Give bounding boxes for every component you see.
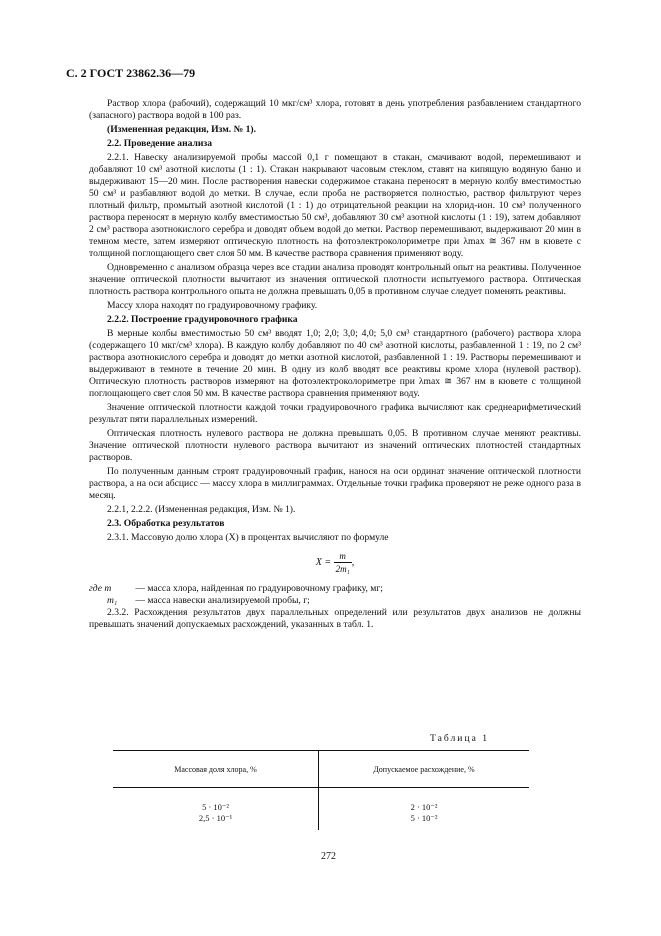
document-body [89,98,581,633]
paragraph: Оптическая плотность нулевого раствора не должна превышать 0,05. В противном случае меняют реактивы. Значение оптической плотности нулевого раствора вычитают из значений оптических плотностей стандартных растворов. [89,428,581,463]
amendment-note: (Измененная редакция, Изм. № 1). [107,124,257,135]
formula-numerator: m [334,550,352,563]
table-header-cell: Массовая доля хлора, % [113,751,319,787]
section-heading: 2.2.2. Построение градуировочного графика [107,314,298,325]
table-header-cell: Допускаемое расхождение, % [373,764,475,774]
formula-denominator: 2m₁ [335,564,350,574]
definition-symbol: где m [89,583,112,594]
formula-fraction [334,550,352,575]
table-column-1 [113,788,319,830]
definition-text: — масса навески анализируемой пробы, г; [135,595,310,606]
table-caption: Таблица 1 [430,733,490,744]
formula [89,550,581,575]
paragraph: По полученным данным строят градуировочный график, нанося на оси ординат значение оптической плотности раствора, а на оси абсцисс — массу хлора в миллиграммах. Отдельные точки графика проверяют не реже одного раза в месяц. [89,466,581,501]
definition-text: — масса хлора, найденная по градуировочному графику, мг; [135,583,383,594]
paragraph: 2.3.1. Массовую долю хлора (X) в процентах вычисляют по формуле [107,532,389,543]
paragraph: 2.2.1. Навеску анализируемой пробы массой 0,1 г помещают в стакан, смачивают водой, перемешивают и добавляют 10 см³ азотной кислоты (1 : 1). Стакан накрывают часовым стеклом, ставят на кипящую водяную баню и выдерживают 15—20 мин. После растворения навески содержимое стакана переносят в мерную колбу вместимостью 50 см³ и разбавляют водой до метки. В случае, если проба не растворяется полностью, раствор фильтруют через плотный фильтр, промытый азотной кислотой (1 : 1) до отрицательной реакции на хлорид-ион. 10 см³ полученного раствора переносят в мерную колбу вместимостью 50 см³, добавляют 30 см³ азотной кислоты (1 : 19), затем добавляют 2 см³ раствора азотнокислого серебра и доводят объем водой до метки. Раствор перемешивают, выдерживают 20 мин в темном месте, затем измеряют оптическую плотность на фотоэлектроколориметре при λmax ≅ 367 нм в кювете с толщиной поглощающего свет слоя 50 мм. В качестве раствора сравнения применяют воду. [89,152,581,259]
section-heading: 2.3. Обработка результатов [107,518,225,529]
formula-lhs: X = [315,556,332,568]
paragraph: Одновременно с анализом образца через все стадии анализа проводят контрольный опыт на реактивы. Полученное значение оптической плотности вычитают из значения оптической плотности испытуемого раствора. Оптическая плотность раствора контрольного опыта не должна превышать 0,05 в противном случае следует поменять реактивы. [89,262,581,297]
definition-line [89,595,581,607]
table-cell: 2 · 10⁻² [410,802,438,812]
formula-tail: , [351,556,355,568]
page-number: 272 [321,851,336,862]
paragraph: Раствор хлора (рабочий), содержащий 10 мкг/см³ хлора, готовят в день употребления разбавлением стандартного (запасного) раствора водой в 100 раз. [89,98,581,121]
definition-symbol: m₁ [107,595,118,606]
paragraph: В мерные колбы вместимостью 50 см³ вводят 1,0; 2,0; 3,0; 4,0; 5,0 см³ стандартного (рабочего) раствора хлора (содержащего 10 мкг/см³ хлора). В каждую колбу добавляют по 40 см³ азотной кислоты, разбавленной 1 : 19, по 2 см³ раствора азотнокислого серебра и доводят до метки азотной кислотой, разбавленной 1 : 19. Растворы перемешивают и выдерживают в темноте в течение 20 мин. В одну из колб вводят все реактивы кроме хлора (нулевой раствор). Оптическую плотность растворов измеряют на фотоэлектроколориметре при λmax ≅ 367 нм в кювете с толщиной поглощающего свет слоя 50 мм. В качестве раствора сравнения применяют воду. [89,328,581,399]
paragraph: Массу хлора находят по градуировочному графику. [107,300,318,311]
table-body [113,788,529,830]
definition-line [89,583,581,595]
table-column-2 [319,788,529,830]
table-cell: 5 · 10⁻² [202,802,229,812]
tolerance-table [113,750,529,830]
section-heading: 2.2. Проведение анализа [107,138,213,149]
table-header-row [113,751,529,788]
table-cell: 2,5 · 10⁻¹ [198,813,233,823]
paragraph: 2.3.2. Расхождения результатов двух параллельных определений или результатов двух анализов не должны превышать значений допускаемых расхождений, указанных в табл. 1. [89,607,581,630]
page-header: С. 2 ГОСТ 23862.36—79 [66,66,196,80]
amendment-note: 2.2.1, 2.2.2. (Измененная редакция, Изм. № 1). [107,504,296,515]
table-cell: 5 · 10⁻² [410,813,438,823]
paragraph: Значение оптической плотности каждой точки градуировочного графика вычисляют как среднеарифметический результат пяти параллельных измерений. [89,402,581,425]
